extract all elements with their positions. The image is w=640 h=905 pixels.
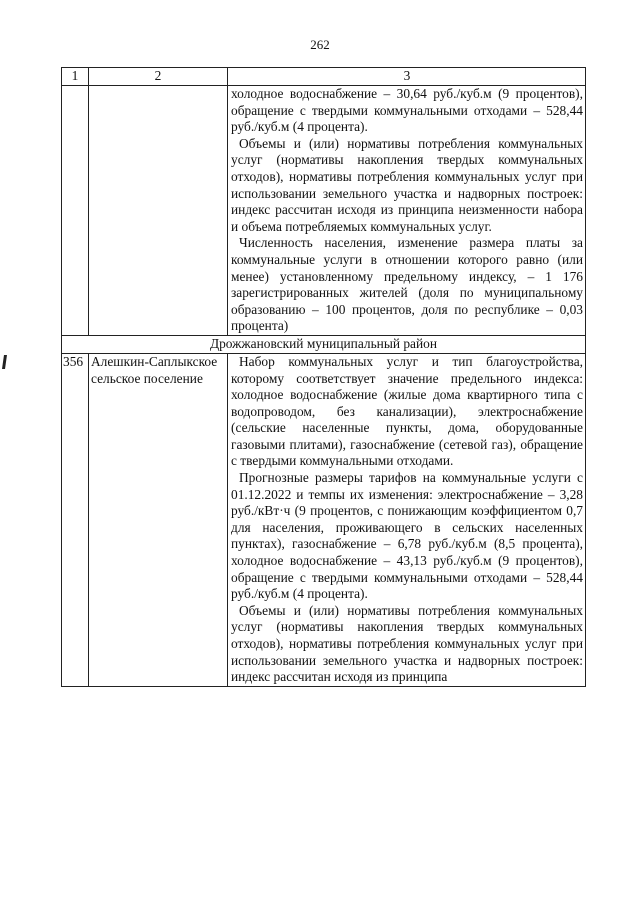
district-heading: Дрожжановский муниципальный район <box>62 335 586 353</box>
header-col-1: 1 <box>62 68 89 86</box>
table-row-356 <box>62 353 586 686</box>
paragraph: Объемы и (или) нормативы потребления коммунальных услуг (нормативы накопления твердых коммунальных отходов), нормативы потребления коммунальных услуг при использовании земельного участка и надворных построек: индекс рассчитан исходя из принципа неизменности набора и объема потребляемых коммунальных услуг. <box>231 135 583 234</box>
row-name-cell <box>89 86 228 336</box>
table-header-row <box>62 68 586 86</box>
settlement-name: Алешкин-Саплыкское сельское поселение <box>91 353 218 386</box>
row-number-cell <box>62 86 89 336</box>
paragraph: Набор коммунальных услуг и тип благоустройства, которому соответствует значение предельного индекса: холодное водоснабжение (жилые дома квартирного типа с водопроводом, без канализации), электроснабжение (сельские населенные пункты, дома, оборудованные газовыми плитами), газоснабжение (сетевой газ), обращение с твердыми коммунальными отходами. <box>231 353 583 469</box>
row-number-cell <box>62 353 89 686</box>
paragraph: Прогнозные размеры тарифов на коммунальные услуги с 01.12.2022 и темпы их изменения: электроснабжение – 3,28 руб./кВт·ч (9 процентов, с понижающим коэффициентом 0,7 для населения, проживающего в сельских населенных пунктах), газоснабжение – 6,78 руб./куб.м (8,5 процента), холодное водоснабжение – 43,13 руб./куб.м (9 процентов), обращение с твердыми коммунальными отходами – 528,44 руб./куб.м (4 процента). <box>231 470 583 602</box>
paragraph: холодное водоснабжение – 30,64 руб./куб.м (9 процентов), обращение с твердыми коммунальными отходами – 528,44 руб./куб.м (4 процента). <box>231 86 583 135</box>
paragraph: Численность населения, изменение размера платы за коммунальные услуги в отношении которого равно (или менее) установленному предельному индексу, – 1 176 зарегистрированных жителей (доля по муниципальному образованию – 100 процентов, доля по республике – 0,03 процента) <box>231 235 583 334</box>
scan-edge-mark <box>2 355 7 369</box>
paragraph: Объемы и (или) нормативы потребления коммунальных услуг (нормативы накопления твердых коммунальных отходов), нормативы потребления коммунальных услуг при использовании земельного участка и надворных построек: индекс рассчитан исходя из принципа <box>231 602 583 685</box>
table-row-continued <box>62 86 586 336</box>
row-number: 356 <box>63 353 84 369</box>
district-heading-row <box>62 335 586 353</box>
row-description-cell <box>228 86 586 336</box>
page-number: 262 <box>310 37 330 52</box>
header-col-3: 3 <box>228 68 586 86</box>
row-name-cell <box>89 353 228 686</box>
tariff-table <box>61 67 586 687</box>
header-col-2: 2 <box>89 68 228 86</box>
row-description-cell <box>228 353 586 686</box>
